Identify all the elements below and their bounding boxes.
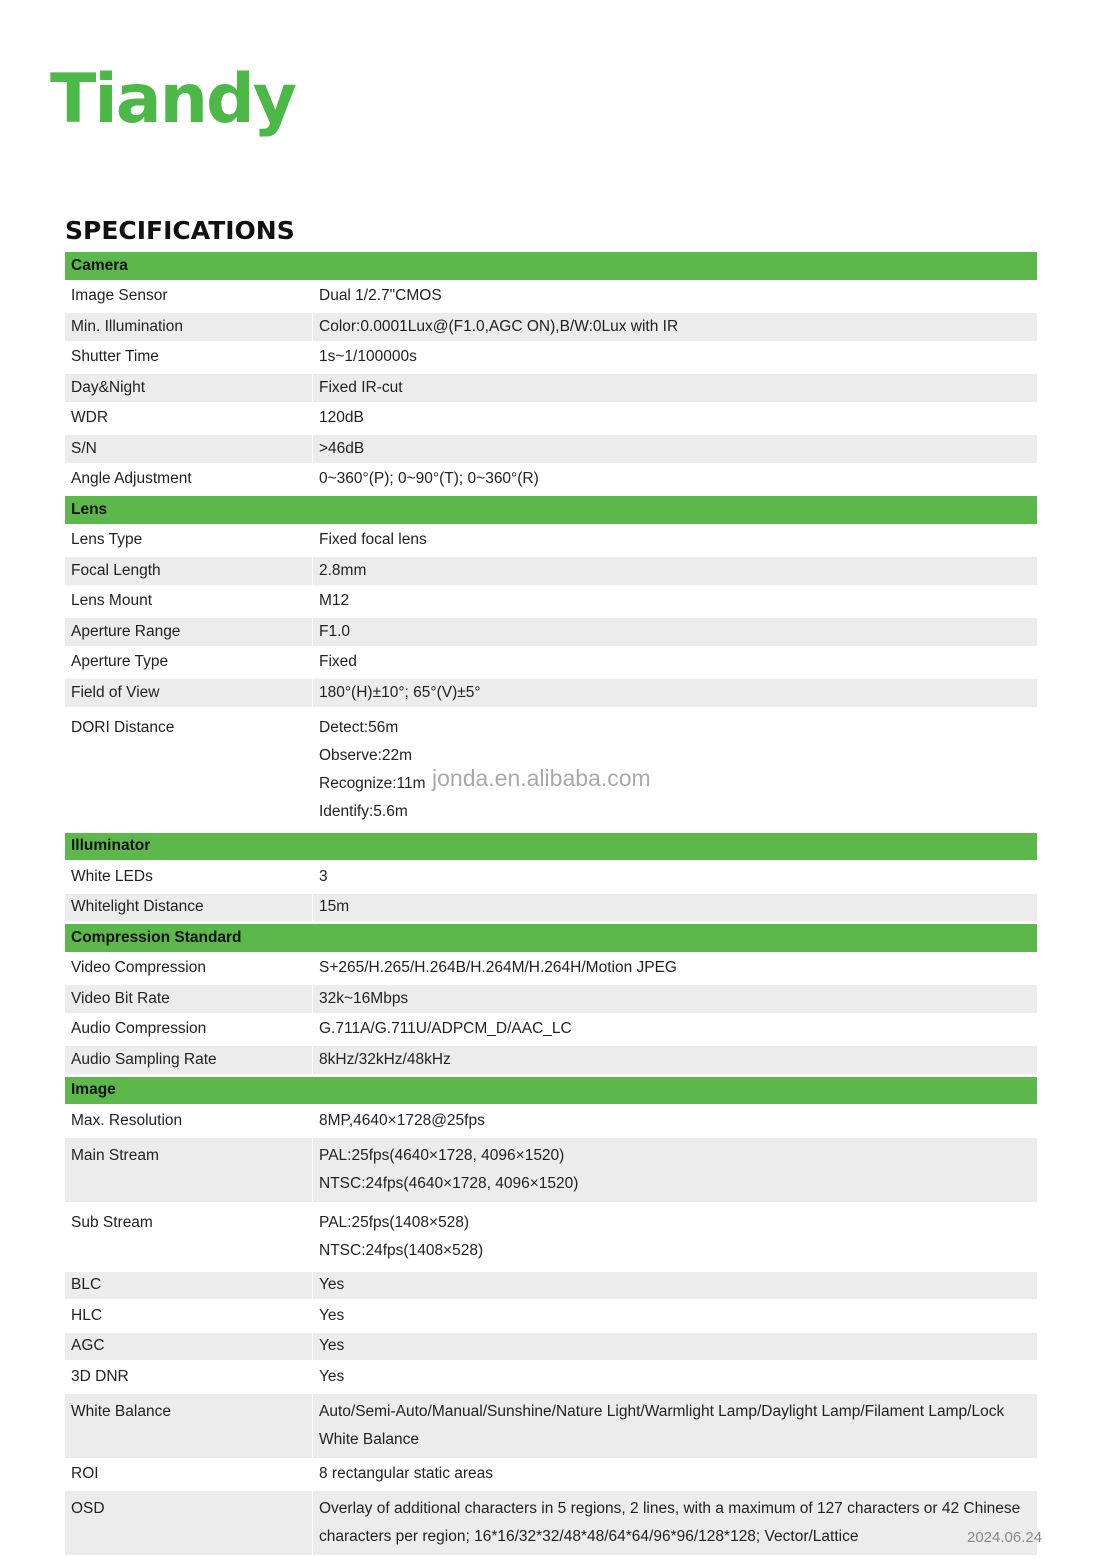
spec-value-line: Yes [319, 1276, 345, 1294]
spec-value-line: Fixed focal lens [319, 531, 427, 549]
spec-label: Main Stream [65, 1138, 312, 1202]
document-date: 2024.06.24 [967, 1529, 1043, 1546]
spec-value-line: Yes [319, 1337, 345, 1355]
spec-row [65, 1363, 1037, 1391]
spec-value [312, 894, 1037, 922]
spec-row [65, 649, 1037, 677]
spec-value-line: 3 [319, 867, 328, 885]
spec-label: Max. Resolution [71, 1111, 183, 1129]
spec-value-line: 15m [319, 898, 350, 916]
spec-value [312, 1302, 1037, 1330]
spec-row [65, 344, 1037, 372]
spec-value-line: Fixed IR-cut [319, 378, 403, 396]
spec-value [312, 1016, 1037, 1044]
spec-row [65, 557, 1037, 585]
spec-row [65, 1491, 1037, 1555]
spec-value [312, 1394, 1037, 1458]
spec-row [65, 374, 1037, 402]
spec-label: Video Compression [71, 959, 206, 977]
spec-value [312, 955, 1037, 983]
tiandy-logo: Tiandy [50, 60, 295, 139]
spec-value-line: 2.8mm [319, 561, 367, 579]
spec-value [312, 283, 1037, 311]
spec-value [312, 1333, 1037, 1361]
specifications-table [65, 252, 1037, 1558]
spec-value [312, 588, 1037, 616]
spec-value [312, 374, 1037, 402]
spec-value-line: Yes [319, 1367, 345, 1385]
spec-row [65, 1016, 1037, 1044]
spec-label: Aperture Range [65, 618, 312, 646]
spec-label: HLC [71, 1306, 103, 1324]
page-title: SPECIFICATIONS [65, 216, 295, 245]
spec-value-line: White Balance [319, 1430, 419, 1448]
spec-row [65, 1394, 1037, 1458]
spec-value [312, 527, 1037, 555]
spec-label: Sub Stream [71, 1213, 153, 1231]
spec-value [312, 1138, 1037, 1202]
spec-label: Lens Type [71, 531, 143, 549]
spec-value-line: Dual 1/2.7"CMOS [319, 287, 442, 305]
spec-value-line: 180°(H)±10°; 65°(V)±5° [319, 683, 481, 701]
spec-value-line: PAL:25fps(4640×1728, 4096×1520) [319, 1146, 565, 1164]
spec-label: Focal Length [65, 557, 312, 585]
spec-label: Audio Sampling Rate [65, 1046, 312, 1074]
spec-value-line: 0~360°(P); 0~90°(T); 0~360°(R) [319, 470, 539, 488]
spec-value-line: NTSC:24fps(4640×1728, 4096×1520) [319, 1174, 579, 1192]
spec-label: AGC [65, 1333, 312, 1361]
spec-row [65, 283, 1037, 311]
spec-value-line: 8MP,4640×1728@25fps [319, 1111, 485, 1129]
spec-value-line: G.711A/G.711U/ADPCM_D/AAC_LC [319, 1020, 572, 1038]
spec-row [65, 1046, 1037, 1074]
spec-value-line: Detect:56m [319, 718, 399, 736]
spec-value-line: NTSC:24fps(1408×528) [319, 1241, 484, 1259]
spec-value [312, 435, 1037, 463]
spec-value-line: 8kHz/32kHz/48kHz [319, 1050, 451, 1068]
spec-value-line: Auto/Semi-Auto/Manual/Sunshine/Nature Light/Warmlight Lamp/Daylight Lamp/Filament Lamp/Lock [319, 1402, 1005, 1420]
spec-value-line: 1s~1/100000s [319, 348, 417, 366]
spec-value [312, 1205, 1037, 1269]
spec-value-line: 8 rectangular static areas [319, 1465, 494, 1483]
spec-value [312, 679, 1037, 707]
spec-value-line: M12 [319, 592, 350, 610]
spec-row [65, 1107, 1037, 1135]
spec-label: White LEDs [71, 867, 153, 885]
spec-label: BLC [65, 1272, 312, 1300]
spec-value-line: PAL:25fps(1408×528) [319, 1213, 470, 1231]
spec-value-line: >46dB [319, 439, 365, 457]
spec-label: Field of View [65, 679, 312, 707]
spec-label: ROI [71, 1465, 99, 1483]
spec-label: 3D DNR [71, 1367, 129, 1385]
spec-row [65, 1138, 1037, 1202]
spec-label: Lens Mount [71, 592, 152, 610]
spec-row [65, 1272, 1037, 1300]
section-header: Lens [65, 496, 1037, 524]
spec-value-line: Fixed [319, 653, 357, 671]
spec-value [312, 313, 1037, 341]
spec-label: Video Bit Rate [65, 985, 312, 1013]
spec-label: S/N [65, 435, 312, 463]
spec-row [65, 435, 1037, 463]
spec-row [65, 1302, 1037, 1330]
spec-label: Aperture Type [71, 653, 169, 671]
watermark: jonda.en.alibaba.com [432, 765, 651, 791]
spec-value [312, 985, 1037, 1013]
spec-label: WDR [71, 409, 109, 427]
spec-label: Image Sensor [71, 287, 168, 305]
spec-row [65, 679, 1037, 707]
spec-label: Angle Adjustment [71, 470, 192, 488]
spec-label: Audio Compression [71, 1020, 207, 1038]
spec-value-line: 32k~16Mbps [319, 989, 409, 1007]
spec-value-line: Identify:5.6m [319, 802, 408, 820]
spec-value-line: characters per region; 16*16/32*32/48*48/64*64/96*96/128*128; Vector/Lattice [319, 1528, 859, 1545]
spec-value [312, 405, 1037, 433]
spec-value [312, 618, 1037, 646]
spec-value-line: Color:0.0001Lux@(F1.0,AGC ON),B/W:0Lux with IR [319, 317, 679, 335]
section-header: Illuminator [65, 833, 1037, 861]
spec-value-line: Overlay of additional characters in 5 regions, 2 lines, with a maximum of 127 characters or 42 Chinese [319, 1500, 1021, 1517]
section-header: Image [65, 1077, 1037, 1105]
spec-label: Min. Illumination [65, 313, 312, 341]
spec-label: White Balance [65, 1394, 312, 1458]
spec-value [312, 649, 1037, 677]
spec-row [65, 1333, 1037, 1361]
spec-row [65, 405, 1037, 433]
spec-value [312, 557, 1037, 585]
spec-row [65, 588, 1037, 616]
spec-value [312, 466, 1037, 494]
spec-row [65, 527, 1037, 555]
spec-value-line: Yes [319, 1306, 345, 1324]
spec-value-line: Recognize:11m [319, 774, 426, 792]
spec-label: Day&Night [65, 374, 312, 402]
spec-row [65, 313, 1037, 341]
spec-value [312, 1461, 1037, 1489]
spec-row [65, 863, 1037, 891]
section-header: Compression Standard [65, 924, 1037, 952]
spec-value-line: F1.0 [319, 622, 351, 640]
spec-row [65, 1205, 1037, 1269]
section-header: Camera [65, 252, 1037, 280]
spec-value-line: S+265/H.265/H.264B/H.264M/H.264H/Motion JPEG [319, 959, 677, 977]
spec-value [312, 344, 1037, 372]
spec-row [65, 955, 1037, 983]
spec-value [312, 1363, 1037, 1391]
spec-row [65, 1461, 1037, 1489]
spec-label: Shutter Time [71, 348, 159, 366]
spec-value [312, 863, 1037, 891]
spec-row [65, 466, 1037, 494]
spec-value-line: 120dB [319, 409, 364, 427]
spec-value [312, 1272, 1037, 1300]
spec-value [312, 1107, 1037, 1135]
spec-value [312, 710, 1037, 830]
spec-label: Whitelight Distance [65, 894, 312, 922]
spec-row [65, 985, 1037, 1013]
spec-value-line: Observe:22m [319, 746, 413, 764]
spec-label: OSD [65, 1491, 312, 1555]
spec-label: DORI Distance [71, 718, 175, 736]
spec-row [65, 894, 1037, 922]
spec-value [312, 1491, 1037, 1555]
spec-row [65, 618, 1037, 646]
spec-value [312, 1046, 1037, 1074]
